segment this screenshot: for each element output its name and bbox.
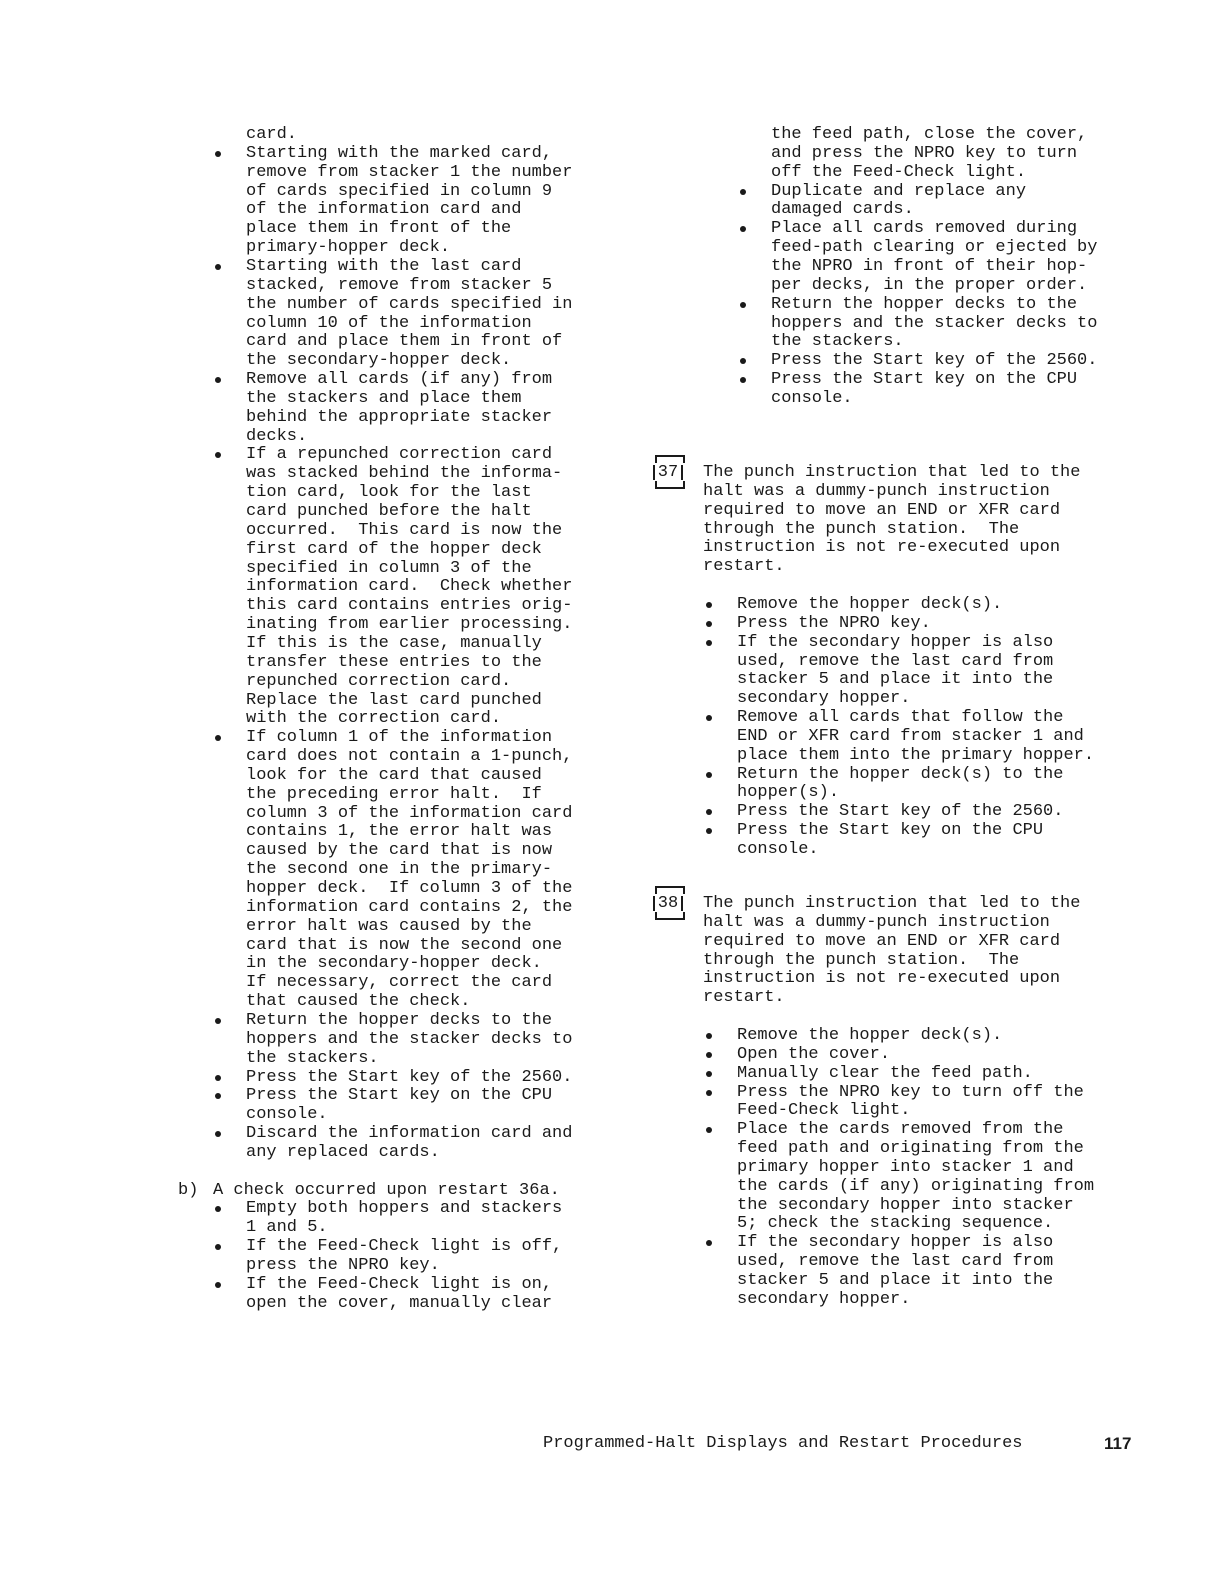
text-line: behind the appropriate stacker: [246, 407, 553, 427]
text-line: 5; check the stacking sequence.: [737, 1214, 1054, 1234]
text-line: console.: [246, 1105, 328, 1125]
text-line: any replaced cards.: [246, 1142, 440, 1162]
paragraph-line: halt was a dummy-punch instruction: [703, 912, 1050, 932]
text-line: card that is now the second one: [246, 935, 563, 955]
list-item: Return the hopper deck(s) to the: [737, 764, 1064, 784]
paragraph-line: The punch instruction that led to the: [703, 463, 1081, 482]
list-item: Press the Start key of the 2560.: [737, 802, 1064, 822]
text-line: card.: [246, 125, 298, 144]
list-item: Return the hopper decks to the: [771, 294, 1078, 314]
text-line: contains 1, the error halt was: [246, 822, 553, 842]
halt-number: 37: [651, 463, 685, 482]
text-line: the second one in the primary-: [246, 860, 553, 880]
list-item: Manually clear the feed path.: [737, 1063, 1033, 1083]
paragraph-line: instruction is not re-executed upon: [703, 538, 1061, 558]
text-line: the preceding error halt. If: [246, 784, 542, 804]
text-line: decks.: [246, 426, 308, 446]
text-line: the secondary-hopper deck.: [246, 351, 512, 371]
paragraph-line: through the punch station. The: [703, 519, 1020, 539]
page-number: 117: [1104, 1434, 1132, 1453]
list-item: Remove all cards (if any) from: [246, 370, 553, 390]
list-item: If the secondary hopper is also: [737, 1233, 1054, 1253]
text-line: console.: [771, 388, 853, 408]
text-line: stacker 5 and place it into the: [737, 1271, 1054, 1290]
text-line: occurred. This card is now the: [246, 520, 563, 540]
list-item: If a repunched correction card: [246, 445, 553, 465]
list-item: If the secondary hopper is also: [737, 632, 1054, 652]
text-line: column 10 of the information: [246, 313, 532, 333]
list-item: Discard the information card and: [246, 1124, 573, 1144]
list-item: Place the cards removed from the: [737, 1120, 1064, 1140]
paragraph-line: The punch instruction that led to the: [703, 894, 1081, 913]
list-item: If the Feed-Check light is on,: [246, 1274, 553, 1294]
list-item: Press the Start key of the 2560.: [246, 1067, 573, 1087]
text-line: the stackers.: [246, 1048, 379, 1068]
text-line: column 3 of the information card: [246, 803, 573, 823]
halt-number: 38: [651, 894, 685, 913]
text-line: feed path and originating from the: [737, 1139, 1084, 1159]
text-line: the feed path, close the cover,: [771, 125, 1088, 144]
paragraph-line: required to move an END or XFR card: [703, 500, 1061, 520]
list-item: Open the cover.: [737, 1044, 891, 1064]
text-line: If necessary, correct the card: [246, 973, 553, 993]
text-line: off the Feed-Check light.: [771, 162, 1027, 182]
text-line: primary-hopper deck.: [246, 238, 451, 258]
text-line: console.: [737, 840, 819, 859]
text-line: card and place them in front of: [246, 332, 563, 352]
text-line: press the NPRO key.: [246, 1256, 440, 1275]
text-line: secondary hopper.: [737, 689, 911, 709]
text-line: hopper deck. If column 3 of the: [246, 879, 573, 898]
list-item: Press the Start key on the CPU: [771, 370, 1078, 390]
text-line: in the secondary-hopper deck.: [246, 954, 542, 974]
paragraph-line: instruction is not re-executed upon: [703, 969, 1061, 989]
text-line: this card contains entries orig-: [246, 596, 573, 616]
list-item: Return the hopper decks to the: [246, 1010, 553, 1030]
list-item: Remove the hopper deck(s).: [737, 594, 1003, 614]
text-line: remove from stacker 1 the number: [246, 162, 573, 182]
text-line: hoppers and the stacker decks to: [771, 313, 1098, 333]
text-line: place them in front of the: [246, 219, 512, 239]
text-line: damaged cards.: [771, 200, 914, 220]
text-line: the stackers and place them: [246, 388, 522, 408]
list-item: Remove all cards that follow the: [737, 708, 1064, 728]
list-item: Press the Start key on the CPU: [737, 821, 1044, 841]
text-line: the secondary hopper into stacker: [737, 1195, 1074, 1215]
list-item: Empty both hoppers and stackers: [246, 1199, 563, 1219]
paragraph-line: restart.: [703, 557, 785, 577]
text-line: information card contains 2, the: [246, 897, 573, 917]
text-line: used, remove the last card from: [737, 651, 1054, 671]
text-line: repunched correction card.: [246, 671, 512, 691]
text-line: card punched before the halt: [246, 502, 532, 521]
list-item: Starting with the marked card,: [246, 143, 553, 163]
paragraph-line: restart.: [703, 988, 785, 1008]
text-line: feed-path clearing or ejected by: [771, 238, 1098, 258]
text-line: of the information card and: [246, 200, 522, 220]
text-line: was stacked behind the informa-: [246, 464, 563, 484]
section-heading: A check occurred upon restart 36a.: [213, 1180, 560, 1200]
text-line: that caused the check.: [246, 992, 471, 1012]
list-item: Press the NPRO key.: [737, 613, 931, 633]
text-line: used, remove the last card from: [737, 1252, 1054, 1272]
text-line: per decks, in the proper order.: [771, 275, 1088, 295]
text-line: with the correction card.: [246, 709, 502, 729]
text-line: of cards specified in column 9: [246, 181, 553, 201]
list-item: Press the Start key of the 2560.: [771, 351, 1098, 371]
list-item: If column 1 of the information: [246, 728, 553, 748]
text-line: secondary hopper.: [737, 1289, 911, 1309]
text-line: place them into the primary hopper.: [737, 745, 1095, 765]
list-item: Press the NPRO key to turn off the: [737, 1082, 1084, 1102]
text-line: caused by the card that is now: [246, 841, 553, 861]
paragraph-line: required to move an END or XFR card: [703, 931, 1061, 951]
text-line: first card of the hopper deck: [246, 539, 542, 559]
halt-number-marker: [645, 886, 685, 920]
text-line: the cards (if any) originating from: [737, 1176, 1095, 1196]
text-line: hoppers and the stacker decks to: [246, 1029, 573, 1049]
text-line: open the cover, manually clear: [246, 1293, 553, 1313]
text-line: END or XFR card from stacker 1 and: [737, 726, 1084, 746]
text-line: the number of cards specified in: [246, 294, 573, 314]
halt-number-marker: [645, 455, 685, 489]
text-line: tion card, look for the last: [246, 483, 532, 503]
section-label: b): [178, 1180, 199, 1200]
text-line: 1 and 5.: [246, 1218, 328, 1238]
text-line: the NPRO in front of their hop-: [771, 256, 1088, 276]
text-line: transfer these entries to the: [246, 652, 542, 672]
text-line: and press the NPRO key to turn: [771, 143, 1078, 163]
text-line: the stackers.: [771, 332, 904, 352]
running-footer-title: Programmed-Halt Displays and Restart Procedures: [543, 1434, 1023, 1453]
text-line: specified in column 3 of the: [246, 558, 532, 578]
text-line: inating from earlier processing.: [246, 615, 573, 635]
list-item: Place all cards removed during: [771, 219, 1078, 239]
text-line: Replace the last card punched: [246, 690, 542, 710]
text-line: look for the card that caused: [246, 765, 542, 785]
text-line: stacker 5 and place it into the: [737, 670, 1054, 690]
list-item: Starting with the last card: [246, 256, 522, 276]
paragraph-line: through the punch station. The: [703, 950, 1020, 970]
list-item: Remove the hopper deck(s).: [737, 1025, 1003, 1045]
text-line: If this is the case, manually: [246, 633, 542, 653]
list-item: If the Feed-Check light is off,: [246, 1237, 563, 1257]
list-item: Press the Start key on the CPU: [246, 1086, 553, 1106]
text-line: card does not contain a 1-punch,: [246, 747, 573, 767]
text-line: information card. Check whether: [246, 577, 573, 597]
text-line: error halt was caused by the: [246, 916, 532, 936]
paragraph-line: halt was a dummy-punch instruction: [703, 481, 1050, 501]
text-line: Feed-Check light.: [737, 1101, 911, 1121]
text-line: hopper(s).: [737, 783, 840, 803]
text-line: primary hopper into stacker 1 and: [737, 1157, 1074, 1177]
text-line: stacked, remove from stacker 5: [246, 275, 553, 295]
list-item: Duplicate and replace any: [771, 181, 1027, 201]
